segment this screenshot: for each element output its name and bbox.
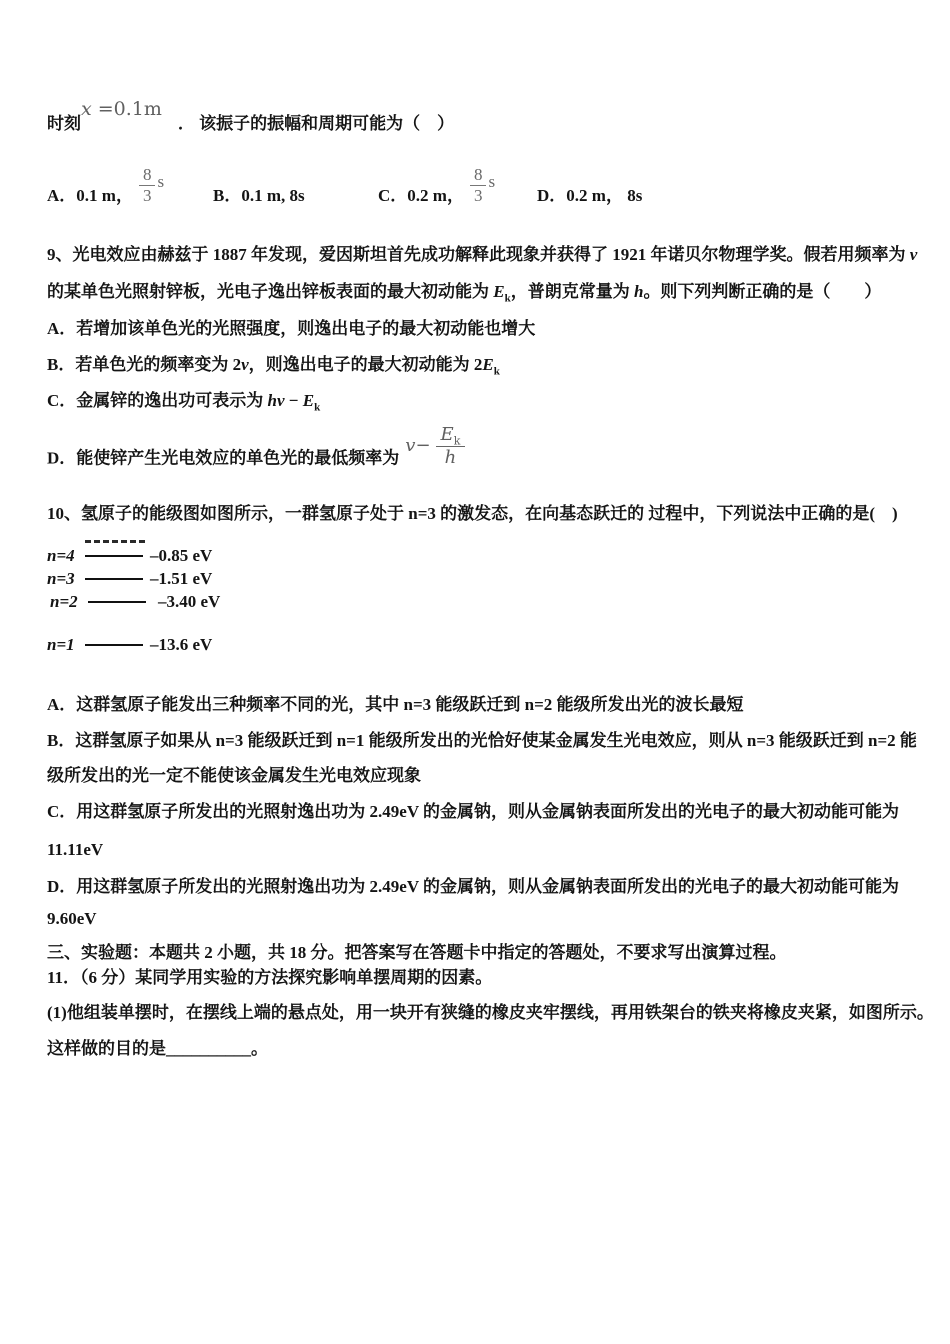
q11-part1-text: (1)他组装单摆时，在摆线上端的悬点处，用一块开有狭缝的橡皮夹牢摆线，再用铁架台的铁夹将橡皮夹紧，如图所示。: [47, 1003, 934, 1022]
level-line: [85, 555, 143, 557]
variable-hv: hv: [267, 391, 285, 410]
level-energy: –13.6 eV: [150, 635, 213, 654]
q8-option-d: [537, 158, 642, 206]
q10-option-c-line2: [47, 839, 103, 861]
q10-option-d-line2: [47, 908, 97, 930]
formula-variable-x: x: [81, 98, 92, 120]
section3-header-text: 三、实验题：本题共 2 小题，共 18 分。把答案写在答题卡中指定的答题处，不要求写出演算过程。: [47, 943, 787, 962]
variable-h: h: [633, 282, 644, 301]
fraction-denominator: 3: [142, 186, 152, 206]
fraction-unit: s: [488, 172, 496, 191]
q9-stem-line1: [47, 244, 917, 266]
fraction-numerator: [436, 425, 466, 447]
q10-stem-text: 10、氢原子的能级图如图所示，一群氢原子处于 n=3 的激发态，在向基态跃迁的 过程中，下列说法中正确的是( ): [47, 504, 898, 523]
level-label: n=4: [47, 546, 75, 565]
q10-option-d-text: D．用这群氢原子所发出的光照射逸出功为 2.49eV 的金属钠，则从金属钠表面所发出的光电子的最大初动能可能为: [47, 877, 900, 896]
q9-stem-text: 9、光电效应由赫兹于 1887 年发现，爱因斯坦首先成功解释此现象并获得了 1921 年诺贝尔物理学奖。假若用频率为: [47, 245, 910, 264]
energy-level-n4: [47, 546, 212, 566]
level-energy: –3.40 eV: [158, 592, 221, 611]
level-line: [85, 644, 143, 646]
subscript-k: k: [493, 365, 500, 378]
fraction-8-3: [139, 166, 156, 206]
variable-E: E: [440, 424, 454, 445]
q10-option-c-value: 11.11eV: [47, 840, 104, 859]
fraction-denominator: 3: [473, 186, 483, 206]
q9-option-b-text: ，则逸出电子的最大初动能为 2: [248, 355, 483, 374]
level-line: [88, 601, 146, 603]
variable-h: h: [444, 446, 457, 468]
fraction-numerator: 8: [470, 166, 487, 187]
q9-stem-line2: [47, 281, 881, 303]
variable-v: v: [405, 435, 416, 457]
energy-level-n1: [47, 635, 212, 655]
q8-option-c-text: C．0.2 m，: [378, 186, 464, 205]
q11-part1-line: [47, 1002, 934, 1024]
fraction-unit: s: [157, 172, 165, 191]
q10-option-d-line1: [47, 876, 899, 898]
variable-E: E: [482, 355, 494, 374]
q9-option-a: [47, 318, 535, 340]
q9-option-c-text: C．金属锌的逸出功可表示为: [47, 391, 268, 410]
q9-option-d-text: D．能使锌产生光电效应的单色光的最低频率为: [47, 448, 400, 468]
q11-stem-line: [47, 967, 492, 989]
variable-E: E: [302, 391, 315, 410]
q8-stem-line: [47, 98, 455, 135]
q11-part1-blank-line: [47, 1038, 268, 1060]
energy-level-n2: [50, 592, 220, 612]
q11-stem-text: 11．（6 分）某同学用实验的方法探究影响单摆周期的因素。: [47, 968, 493, 987]
formula-value: =0.1m: [91, 98, 162, 120]
level-label: n=3: [47, 569, 75, 588]
level-label: n=2: [50, 592, 78, 611]
fill-in-blank: __________: [166, 1039, 251, 1058]
q9-option-d-formula: [405, 425, 465, 468]
fraction-Ek-h: [436, 425, 466, 468]
q8-stem-suffix: ． 该振子的振幅和周期可能为（ ）: [177, 114, 455, 133]
q8-option-a-text: A．0.1 m，: [47, 186, 133, 205]
q10-option-b-line1: [47, 730, 917, 752]
q9-option-c: [47, 390, 320, 412]
subscript-k: k: [453, 434, 461, 448]
q8-option-c: [378, 158, 495, 206]
q11-blank-suffix: 。: [251, 1039, 268, 1058]
q9-option-a-text: A．若增加该单色光的光照强度，则逸出电子的最大初动能也增大: [47, 319, 536, 338]
q9-option-d: [47, 424, 465, 480]
subscript-k: k: [504, 292, 511, 305]
level-line: [85, 578, 143, 580]
q11-blank-prefix: 这样做的目的是: [47, 1039, 166, 1058]
q8-option-b: [213, 158, 305, 206]
q10-option-d-value: 9.60eV: [47, 909, 97, 928]
q9-option-b: [47, 354, 500, 376]
q8-inline-formula: [81, 98, 162, 120]
level-label: n=1: [47, 635, 75, 654]
level-energy: –1.51 eV: [150, 569, 213, 588]
minus-sign: −: [415, 435, 431, 457]
q10-option-b-line2: [47, 765, 421, 787]
section3-header: [47, 942, 787, 964]
q10-option-b-text: B．这群氢原子如果从 n=3 能级跃迁到 n=1 能级所发出的光恰好使某金属发生光电效应，则从 n=3 能级跃迁到 n=2 能: [47, 731, 917, 750]
q9-stem-text: 。则下列判断正确的是（ ）: [643, 282, 882, 301]
variable-v: v: [241, 355, 249, 374]
q8-stem-prefix: 时刻: [47, 114, 81, 133]
q10-option-a-text: A．这群氢原子能发出三种频率不同的光，其中 n=3 能级跃迁到 n=2 能级所发出光的波长最短: [47, 695, 744, 714]
q8-options-row: [47, 158, 907, 206]
q9-stem-text: ，普朗克常量为: [510, 282, 634, 301]
q9-option-b-text: B．若单色光的频率变为 2: [47, 355, 242, 374]
q9-stem-text: 的某单色光照射锌板，光电子逸出锌板表面的最大初动能为: [47, 282, 494, 301]
continuum-dashed-line: [85, 540, 145, 543]
q8-option-d-text: D．0.2 m， 8s: [537, 186, 643, 205]
q8-option-a: [47, 158, 164, 206]
energy-level-diagram: [47, 535, 297, 670]
q10-option-a: [47, 694, 744, 716]
subscript-k: k: [314, 401, 321, 414]
minus-sign: −: [284, 391, 303, 410]
q10-option-c-text: C．用这群氢原子所发出的光照射逸出功为 2.49eV 的金属钠，则从金属钠表面所发出的光电子的最大初动能可能为: [47, 802, 900, 821]
level-energy: –0.85 eV: [150, 546, 213, 565]
q8-option-b-text: B．0.1 m, 8s: [213, 186, 305, 205]
q10-option-b-text: 级所发出的光一定不能使该金属发生光电效应现象: [47, 766, 421, 785]
energy-level-n3: [47, 569, 212, 589]
fraction-numerator: 8: [139, 166, 156, 187]
fraction-8-3: [470, 166, 487, 206]
q10-stem-line: [47, 503, 898, 525]
variable-v: v: [909, 245, 918, 264]
q10-option-c-line1: [47, 801, 899, 823]
variable-E: E: [493, 282, 505, 301]
